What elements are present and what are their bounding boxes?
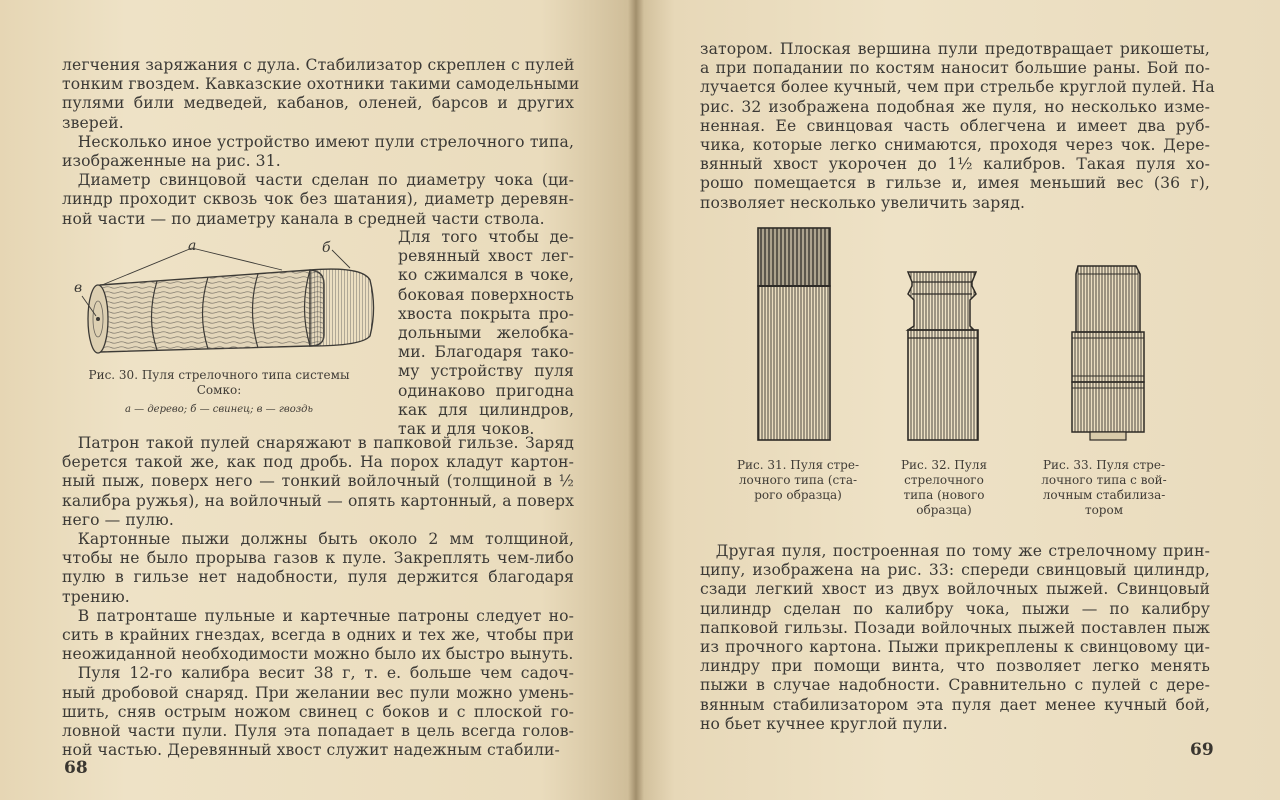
text-line: боковая поверхность bbox=[398, 285, 574, 304]
figure-30-label-v: в bbox=[74, 280, 83, 296]
text-line: Пуля 12-го калибра весит 38 г, т. е. больше чем садоч- bbox=[62, 664, 574, 683]
figure-31-caption bbox=[730, 458, 866, 503]
right-page bbox=[636, 0, 1280, 800]
text-line: Для того чтобы де- bbox=[398, 228, 574, 246]
caption-line: рого образца) bbox=[754, 488, 842, 502]
text-line: В патронташе пульные и картечные патроны следует но- bbox=[62, 606, 574, 625]
text-line: Патрон такой пулей снаряжают в папковой гильзе. Заряд bbox=[62, 434, 574, 452]
text-line: ми. Благодаря тако- bbox=[398, 343, 574, 362]
text-line: чтобы не было прорыва газов к пуле. Закреплять чем-либо bbox=[62, 549, 574, 568]
text-line: ревянный хвост лег- bbox=[398, 247, 574, 266]
text-line: хвоста покрыта про- bbox=[398, 304, 574, 323]
right-bottom-paragraphs bbox=[700, 542, 1210, 734]
text-line: му устройству пуля bbox=[398, 362, 574, 381]
text-line: ловной части пули. Пуля эта попадает в цель всегда голов- bbox=[62, 722, 574, 741]
text-line: линдру при помощи винта, что позволяет легко менять bbox=[700, 657, 1210, 676]
caption-line: Рис. 32. Пуля bbox=[900, 458, 988, 472]
figure-32-bullet-drawing bbox=[904, 268, 982, 444]
figure-30-caption-line2: Сомко: bbox=[196, 383, 242, 397]
text-line: ко сжимался в чоке, bbox=[398, 266, 574, 285]
text-line: Картонные пыжи должны быть около 2 мм толщиной, bbox=[62, 530, 574, 549]
text-line: Другая пуля, построенная по тому же стрелочному прин- bbox=[700, 542, 1210, 560]
text-line: одинаково пригодна bbox=[398, 381, 574, 400]
text-line: сить в крайних гнездах, всегда в одних и тех же, чтобы при bbox=[62, 626, 574, 645]
figure-30-caption-line1: Рис. 30. Пуля стрелочного типа системы bbox=[88, 368, 350, 382]
text-line: берется такой же, как под дробь. На порох кладут картон- bbox=[62, 453, 574, 472]
text-line: неожиданной необходимости можно было их быстро вынуть. bbox=[62, 645, 574, 664]
text-line: калибра ружья), на войлочный — опять картонный, а поверх bbox=[62, 491, 574, 510]
left-top-paragraphs bbox=[62, 56, 580, 229]
text-line: дольными желобка- bbox=[398, 324, 574, 343]
text-line: пулю в гильзе нет надобности, пуля держится благодаря bbox=[62, 568, 574, 587]
caption-line: Рис. 33. Пуля стре- bbox=[1042, 458, 1166, 472]
text-line: изображенные на рис. 31. bbox=[62, 152, 281, 171]
text-line: тонким гвоздем. Кавказские охотники такими самодельными bbox=[62, 75, 580, 94]
text-line: папковой гильзы. Позади войлочных пыжей поставлен пыж bbox=[700, 618, 1210, 637]
left-page bbox=[0, 0, 636, 800]
text-line: Диаметр свинцовой части сделан по диаметру чока (ци- bbox=[62, 171, 574, 190]
figure-31-bullet-drawing bbox=[752, 226, 836, 442]
text-line: шить, сняв острым ножом свинец с боков и с плоской го- bbox=[62, 702, 574, 721]
text-line: чика, которые легко снимаются, проходя через чок. Дере- bbox=[700, 136, 1210, 155]
caption-line: Рис. 31. Пуля стре- bbox=[736, 458, 860, 472]
caption-line: лочного типа с вой- bbox=[1041, 473, 1167, 487]
figure-30-bullet-drawing bbox=[62, 240, 382, 370]
text-line: но бьет кучнее круглой пули. bbox=[700, 714, 948, 733]
text-line: ципу, изображена на рис. 33: спереди свинцовый цилиндр, bbox=[700, 561, 1210, 580]
text-line: сзади легкий хвост из двух войлочных пыжей. Свинцовый bbox=[700, 580, 1210, 599]
caption-line: образца) bbox=[916, 503, 972, 517]
text-line: цилиндр сделан по калибру чока, пыжи — по калибру bbox=[700, 599, 1210, 618]
text-line: трению. bbox=[62, 587, 130, 606]
caption-line: лочным стабилиза- bbox=[1042, 488, 1166, 502]
caption-line: типа (нового bbox=[903, 488, 985, 502]
text-line: легчения заряжания с дула. Стабилизатор скреплен с пулей bbox=[62, 56, 575, 74]
text-line: ный пыж, поверх него — тонкий войлочный (толщиной в ½ bbox=[62, 472, 574, 491]
text-line: него — пулю. bbox=[62, 510, 174, 529]
text-line: лучается более кучный, чем при стрельбе круглой пулей. На bbox=[700, 78, 1215, 97]
text-line: вянный хвост укорочен до 1½ калибров. Такая пуля хо- bbox=[700, 155, 1210, 174]
figure-33-bullet-drawing bbox=[1068, 262, 1148, 444]
text-line: как для цилиндров, bbox=[398, 400, 574, 419]
book-gutter bbox=[628, 0, 644, 800]
text-line: ной части — по диаметру канала в средней части ствола. bbox=[62, 209, 545, 228]
figure-30-caption bbox=[60, 368, 378, 417]
text-line: рис. 32 изображена подобная же пуля, но несколько изме- bbox=[700, 97, 1210, 116]
text-line: позволяет несколько увеличить заряд. bbox=[700, 193, 1026, 212]
figure-30-label-a: а bbox=[188, 238, 197, 254]
text-line: Несколько иное устройство имеют пули стрелочного типа, bbox=[62, 132, 574, 151]
right-page-number: 69 bbox=[1190, 740, 1214, 760]
left-bottom-paragraphs bbox=[62, 434, 574, 760]
text-line: пыжи в случае надобности. Сравнительно с пулей с дере- bbox=[700, 676, 1210, 695]
text-line: так и для чоков. bbox=[398, 420, 535, 439]
figure-33-caption bbox=[1034, 458, 1174, 518]
figure-30-label-b: б bbox=[322, 240, 331, 256]
text-line: вянным стабилизатором эта пуля дает менее кучный бой, bbox=[700, 695, 1210, 714]
figure-32-caption bbox=[880, 458, 1008, 518]
text-line: затором. Плоская вершина пули предотвращает рикошеты, bbox=[700, 40, 1210, 58]
text-line: из прочного картона. Пыжи прикреплены к свинцовому ци- bbox=[700, 638, 1210, 657]
text-line: а при попадании по костям наносит большие раны. Бой по- bbox=[700, 59, 1210, 78]
text-line: рошо помещается в гильзе и, имея меньший вес (36 г), bbox=[700, 174, 1210, 193]
text-line: ной частью. Деревянный хвост служит надежным стабили- bbox=[62, 741, 560, 760]
text-line: линдр проходит сквозь чок без шатания), диаметр деревян- bbox=[62, 190, 574, 209]
left-side-paragraph bbox=[398, 228, 574, 439]
text-line: пулями били медведей, кабанов, оленей, барсов и других bbox=[62, 94, 574, 113]
right-top-paragraphs bbox=[700, 40, 1215, 213]
caption-line: тором bbox=[1084, 503, 1124, 517]
text-line: ненная. Ее свинцовая часть облегчена и имеет два руб- bbox=[700, 116, 1210, 135]
left-page-number: 68 bbox=[64, 758, 88, 778]
figure-30-caption-legend: а — дерево; б — свинец; в — гвоздь bbox=[125, 404, 313, 415]
caption-line: лочного типа (ста- bbox=[738, 473, 858, 487]
text-line: ный дробовой снаряд. При желании вес пули можно умень- bbox=[62, 683, 574, 702]
text-line: зверей. bbox=[62, 113, 124, 132]
caption-line: стрелочного bbox=[904, 473, 984, 487]
